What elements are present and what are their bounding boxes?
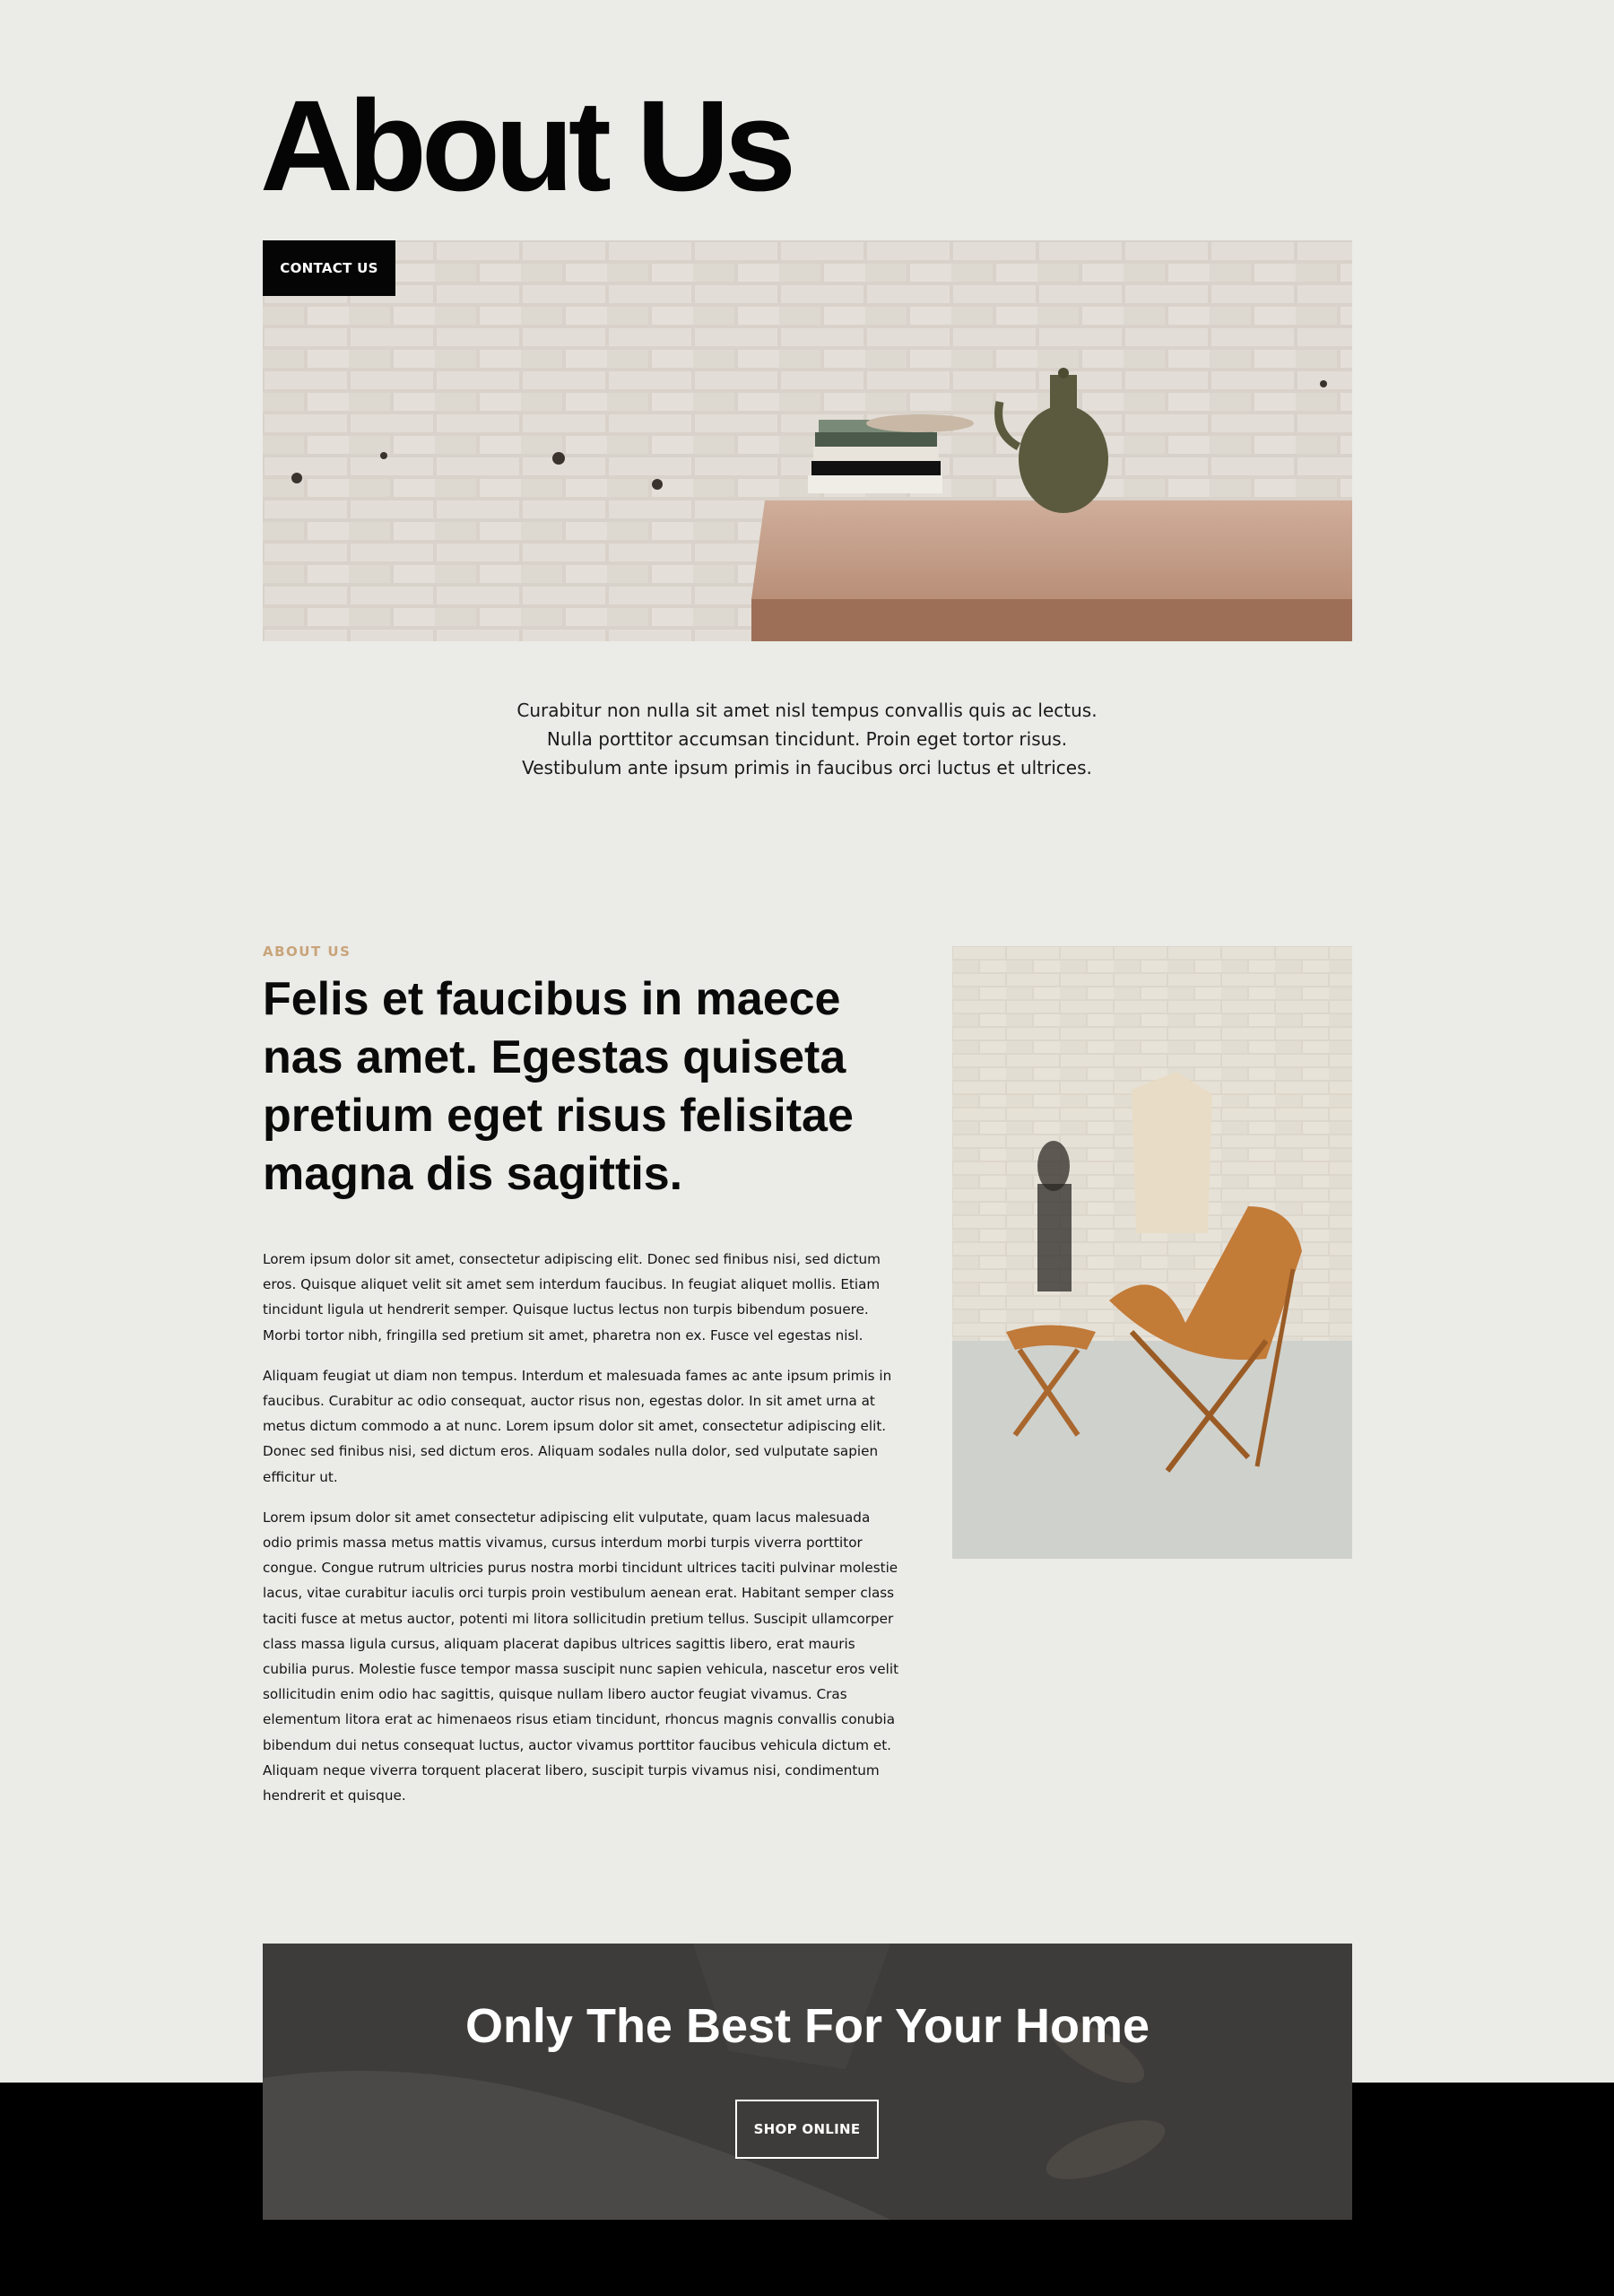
cta-title: Only The Best For Your Home — [464, 1999, 1150, 2053]
contact-us-button[interactable]: CONTACT US — [263, 240, 395, 296]
body-paragraph: Lorem ipsum dolor sit amet consectetur adipiscing elit vulputate, quam lacus malesuada odio primis massa metus mattis vivamus, cursus interdum morbi turpis viverra porttitor congue. Congue rutrum ultricies purus nostra morbi tincidunt ultrices taciti pulvinar molestie lacus, vitae curabitur iaculis orci turpis proin vestibulum aenean erat. Habitant semper class taciti fusce at metus auctor, potenti mi litora sollicitudin pretium tellus. Suscipit ullamcorper class massa ligula cursus, aliquam placerat dapibus ultrices sagittis libero, erat mauris cubilia purus. Molestie fusce tempor massa suscipit nunc sapien vehicula, nascetur eros velit sollicitudin enim odio hac sagittis, quisque nullam libero auctor feugiat vivamus. Cras elementum litora erat ac himenaeos risus etiam tincidunt, rhoncus magnis convallis conubia bibendum dui netus consequat luctus, auctor vivamus porttitor faucibus vehicula dictum et. Aliquam neque viverra torquent placerat libero, suscipit turpis vivamus nisi, condimentum hendrerit et quisque. — [263, 1509, 899, 1805]
intro-text — [439, 696, 1175, 782]
about-heading: Felis et faucibus in maece nas amet. Egestas quiseta pretium eget risus felisitae magna dis sagittis. — [263, 973, 854, 1200]
intro-line: Vestibulum ante ipsum primis in faucibus orci luctus et ultrices. — [522, 757, 1092, 778]
chairs-photo-icon — [952, 946, 1352, 1559]
intro-line: Curabitur non nulla sit amet nisl tempus convallis quis ac lectus. — [516, 700, 1098, 721]
body-paragraph: Aliquam feugiat ut diam non tempus. Interdum et malesuada fames ac ante ipsum primis in faucibus. Curabitur ac odio consequat, auctor risus non, egestas dolor. In sit amet urna at metus dictum commodo a at nunc. Lorem ipsum dolor sit amet, consectetur adipiscing elit. Donec sed finibus nisi, sed dictum eros. Aliquam sodales nulla dolor, sed vulputate sapien efficitur ut. — [263, 1367, 892, 1485]
about-image — [952, 946, 1352, 1559]
about-body — [263, 1247, 899, 1823]
intro-line: Nulla porttitor accumsan tincidunt. Proin eget tortor risus. — [546, 728, 1068, 750]
page-title: About Us — [260, 74, 791, 218]
interior-photo-icon — [263, 240, 1352, 641]
hero-image — [263, 240, 1352, 641]
body-paragraph: Lorem ipsum dolor sit amet, consectetur adipiscing elit. Donec sed finibus nisi, sed dictum eros. Quisque aliquet velit sit amet sem interdum faucibus. In feugiat aliquet mollis. Etiam tincidunt ligula ut hendrerit semper. Quisque luctus lectus non turpis bibendum posuere. Morbi tortor nibh, fringilla sed pretium sit amet, pharetra non ex. Fusce vel egestas nisl. — [263, 1251, 881, 1344]
about-eyebrow: ABOUT US — [263, 944, 351, 960]
shop-online-button[interactable]: SHOP ONLINE — [735, 2100, 879, 2159]
linen-shoes-photo-icon — [263, 1944, 1352, 2220]
cta-banner — [263, 1944, 1352, 2220]
